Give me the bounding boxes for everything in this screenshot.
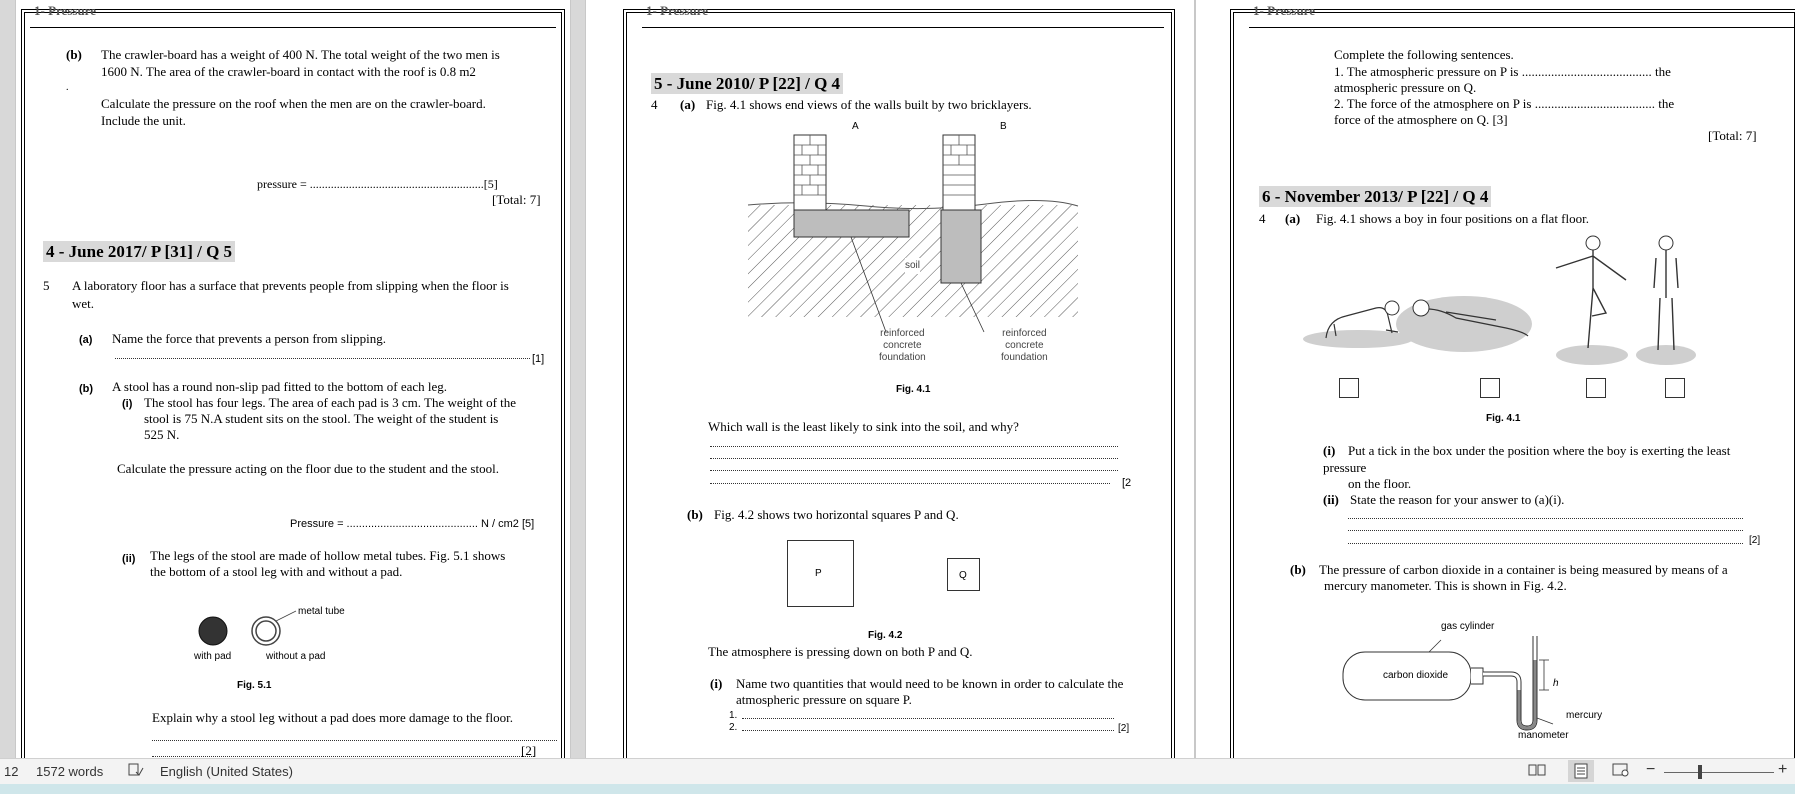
square-p-label: P [815, 568, 822, 579]
total-marks: [Total: 7] [492, 192, 541, 207]
question-text: A laboratory floor has a surface that prevents people from slipping when the floor is [72, 278, 509, 293]
part-label: (b) [66, 47, 82, 62]
part-label: (i) [710, 676, 723, 691]
question-text: Complete the following sentences. [1334, 47, 1514, 62]
question-text: The pressure of carbon dioxide in a container is being measured by means of a [1319, 562, 1728, 577]
figure-label: metal tube [298, 606, 345, 617]
question-text: atmospheric pressure on square P. [736, 692, 912, 707]
manometer-figure [1341, 620, 1571, 740]
foundation-text: foundation [879, 352, 926, 363]
figure-caption: Fig. 4.2 [868, 630, 903, 641]
foundation-label-b [1001, 328, 1048, 364]
square-q-label: Q [959, 570, 967, 581]
figure-caption: Fig. 4.1 [1486, 413, 1521, 424]
question-text: State the reason for your answer to (a)(i). [1350, 492, 1565, 507]
header-text: 1- Pressure [1253, 3, 1315, 18]
section-heading: 6 - November 2013/ P [22] / Q 4 [1259, 186, 1491, 207]
foundation-text: reinforced [880, 328, 925, 339]
question-text: atmospheric pressure on Q. [1334, 80, 1477, 95]
question-text: Fig. 4.1 shows end views of the walls built by two bricklayers. [706, 97, 1032, 112]
question-text: on the floor. [1348, 476, 1412, 491]
mark: [2] [1118, 723, 1130, 734]
status-bar [0, 758, 1795, 785]
document-page-3 [1196, 0, 1795, 758]
answer-dotted-line [710, 483, 1110, 484]
section-heading: 5 - June 2010/ P [22] / Q 4 [651, 73, 843, 94]
question-text: stool is 75 N.A student sits on the stool. The weight of the student is [144, 411, 499, 426]
part-label: (b) [1290, 562, 1306, 577]
question-text: A stool has a round non-slip pad fitted to the bottom of each leg. [112, 379, 448, 394]
question-text: 1. The atmospheric pressure on P is ........................................ the [1334, 64, 1671, 79]
figure-label: h [1553, 678, 1559, 689]
question-number: 4 [651, 97, 658, 112]
language-indicator[interactable]: English (United States) [160, 764, 293, 779]
question-text: mercury manometer. This is shown in Fig. 4.2. [1324, 578, 1567, 593]
question-text: force of the atmosphere on Q. [3] [1334, 112, 1508, 127]
total-marks: [Total: 7] [1708, 128, 1757, 143]
zoom-in-button[interactable]: + [1778, 761, 1788, 778]
part-label: (ii) [122, 553, 136, 565]
soil-label: soil [905, 258, 920, 274]
foundation-text: concrete [1005, 340, 1044, 351]
part-label: (b) [687, 507, 703, 522]
question-text: Put a tick in the box under the position where the boy is exerting the least [1348, 443, 1731, 458]
stray-dot: . [66, 82, 69, 93]
question-text: the bottom of a stool leg with and without a pad. [150, 564, 403, 579]
answer-dotted-line [710, 470, 1118, 471]
figure-label: manometer [1518, 730, 1569, 741]
wall-label-b: B [1000, 121, 1007, 132]
tick-box-3[interactable] [1586, 378, 1606, 398]
section-heading: 4 - June 2017/ P [31] / Q 5 [43, 241, 235, 262]
question-text: pressure [1323, 460, 1367, 475]
zoom-slider-thumb[interactable] [1698, 765, 1702, 779]
question-number: 5 [43, 278, 50, 293]
answer-dotted-line [1348, 543, 1743, 544]
document-page-1 [16, 0, 570, 758]
tick-box-4[interactable] [1665, 378, 1685, 398]
answer-dotted-line [742, 730, 1114, 731]
page-header [1249, 3, 1795, 28]
figure-label: gas cylinder [1441, 621, 1495, 632]
question-text: The stool has four legs. The area of each pad is 3 cm. The weight of the [144, 395, 517, 410]
boy-positions-figure [1296, 228, 1716, 378]
question-text: Explain why a stool leg without a pad does more damage to the floor. [152, 710, 514, 725]
question-text: 1600 N. The area of the crawler-board in contact with the roof is 0.8 m2 [101, 64, 476, 79]
question-text: Name the force that prevents a person from slipping. [112, 331, 386, 346]
figure-caption: Fig. 4.1 [896, 384, 931, 395]
question-text: The legs of the stool are made of hollow metal tubes. Fig. 5.1 shows [150, 548, 506, 563]
part-label: (i) [1323, 443, 1336, 458]
part-label: (b) [79, 383, 94, 395]
part-label: (i) [122, 398, 133, 410]
web-layout-icon[interactable] [1612, 763, 1630, 780]
question-text: Which wall is the least likely to sink into the soil, and why? [708, 419, 1019, 434]
header-text: 1- Pressure [646, 3, 708, 18]
proofing-icon[interactable] [128, 763, 144, 780]
document-page-2 [586, 0, 1194, 758]
print-layout-icon[interactable] [1568, 760, 1594, 782]
tick-box-2[interactable] [1480, 378, 1500, 398]
answer-number: 2. [729, 722, 738, 733]
answer-dotted-line [152, 756, 534, 757]
figure-label: with pad [194, 651, 232, 662]
figure-caption: Fig. 5.1 [237, 680, 272, 691]
question-text: 525 N. [144, 427, 180, 442]
figure-label: without a pad [266, 651, 326, 662]
wall-label-a: A [852, 121, 859, 132]
answer-number: 1. [729, 710, 738, 721]
question-text: Fig. 4.1 shows a boy in four positions on a flat floor. [1316, 211, 1589, 226]
question-text: 2. The force of the atmosphere on P is ..................................... the [1334, 96, 1675, 111]
question-text: The crawler-board has a weight of 400 N. The total weight of the two men is [101, 47, 500, 62]
answer-dotted-line [1348, 530, 1743, 531]
part-label: (a) [680, 97, 696, 112]
page-header [30, 3, 556, 28]
question-text: Calculate the pressure on the roof when the men are on the crawler-board. [101, 96, 486, 111]
figure-label: carbon dioxide [1383, 670, 1449, 681]
word-count[interactable]: 1572 words [36, 764, 104, 779]
page-header [642, 3, 1164, 28]
read-mode-icon[interactable] [1528, 763, 1546, 780]
taskbar-strip [0, 784, 1795, 794]
question-text: Calculate the pressure acting on the floor due to the student and the stool. [117, 461, 499, 476]
question-text: Fig. 4.2 shows two horizontal squares P and Q. [714, 507, 959, 522]
answer-dotted-line [710, 446, 1118, 447]
part-label: (ii) [1323, 492, 1339, 507]
answer-dotted-line [710, 458, 1118, 459]
foundation-text: concrete [883, 340, 922, 351]
foundation-label-a [879, 328, 926, 364]
answer-line: Pressure = ........................................... N / cm2 [5] [290, 518, 535, 530]
question-text: The atmosphere is pressing down on both P and Q. [708, 644, 973, 659]
part-label: (a) [79, 334, 93, 346]
question-text: Name two quantities that would need to be known in order to calculate the [736, 676, 1124, 691]
tick-box-1[interactable] [1339, 378, 1359, 398]
zoom-slider-track[interactable] [1664, 772, 1774, 773]
foundation-text: foundation [1001, 352, 1048, 363]
question-text: wet. [72, 296, 95, 311]
answer-line: pressure = ..........................................................[5] [257, 177, 498, 191]
answer-dotted-line [1348, 518, 1743, 519]
zoom-out-button[interactable]: − [1646, 761, 1656, 778]
mark: [1] [532, 353, 545, 365]
answer-dotted-line [152, 740, 557, 741]
question-number: 4 [1259, 211, 1266, 226]
part-label: (a) [1285, 211, 1301, 226]
mark: [2] [1749, 535, 1761, 546]
foundation-text: reinforced [1002, 328, 1047, 339]
answer-dotted-line [742, 718, 1114, 719]
answer-dotted-line [115, 358, 530, 359]
question-text: Include the unit. [101, 113, 186, 128]
header-text: 1- Pressure [34, 3, 96, 18]
figure-label: mercury [1566, 710, 1603, 721]
mark: [2] [521, 743, 537, 758]
page-number-indicator[interactable]: 12 [4, 764, 19, 779]
mark: [2 [1122, 477, 1132, 489]
